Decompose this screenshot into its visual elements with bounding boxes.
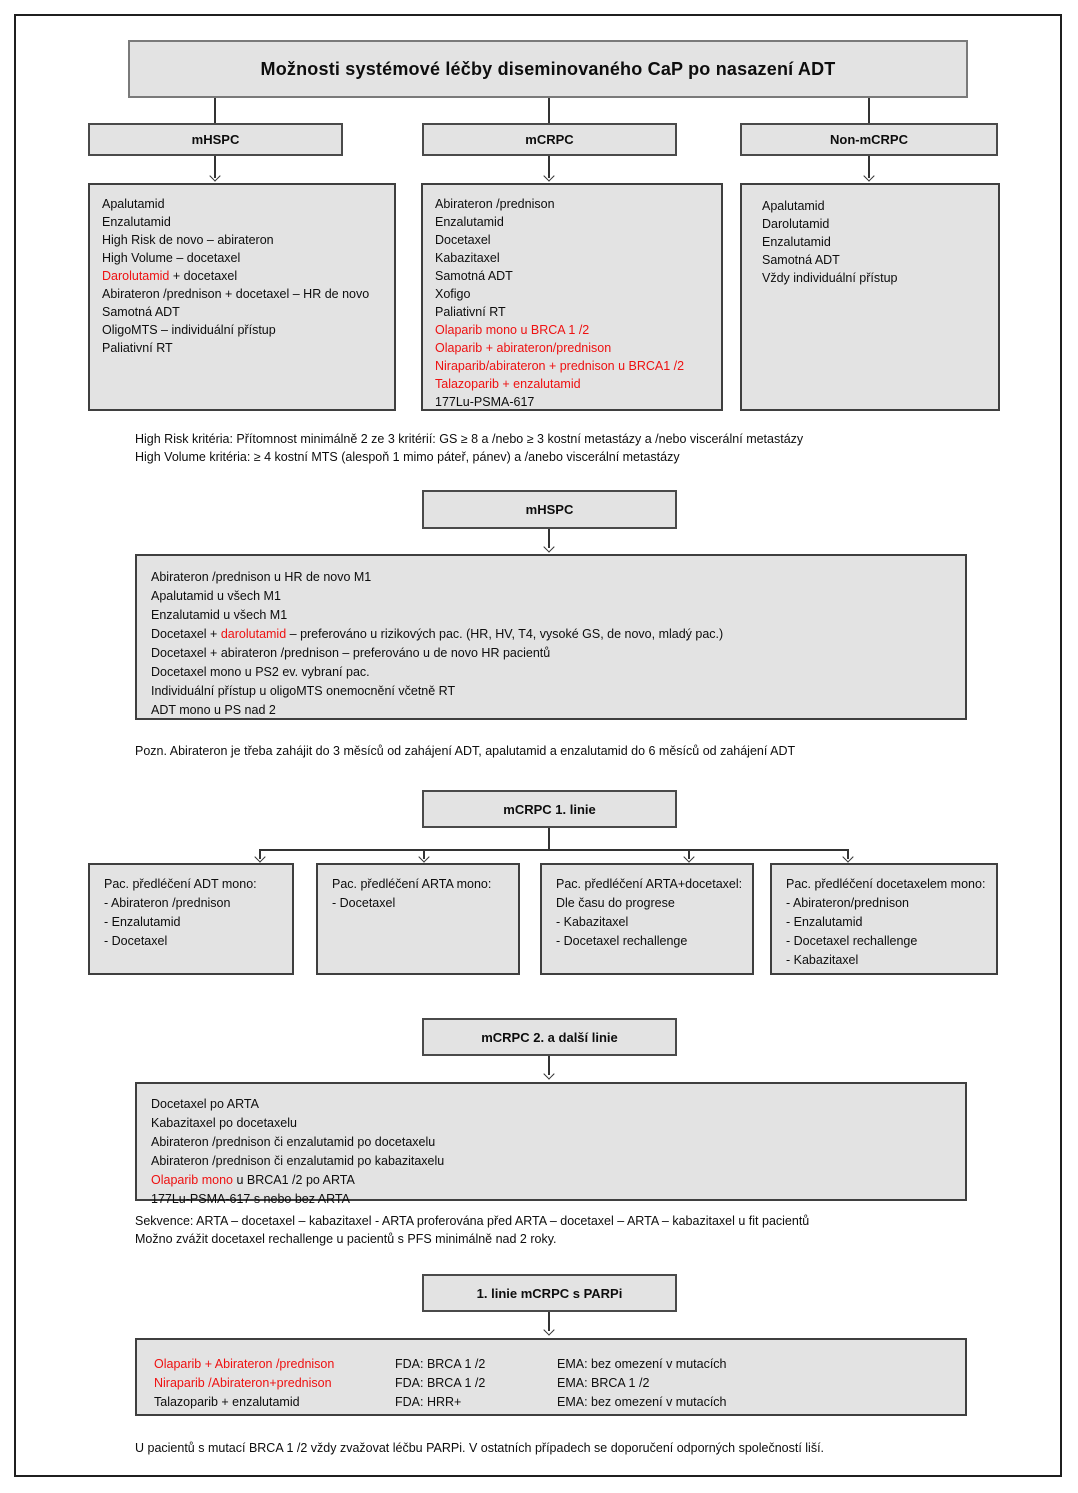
text-line — [556, 913, 738, 932]
text-segment: FDA: BRCA 1 /2 — [395, 1376, 486, 1390]
text-line — [395, 1355, 485, 1374]
text-segment: Xofigo — [435, 287, 471, 301]
mcrpc-line2-list — [137, 1084, 965, 1206]
text-segment: Apalutamid — [762, 199, 825, 213]
mhspc-options-box — [88, 183, 396, 411]
text-line — [151, 1133, 951, 1152]
text-line — [557, 1355, 727, 1374]
sekvence-note — [135, 1212, 809, 1248]
text-segment: Paliativní RT — [435, 305, 506, 319]
text-line — [102, 339, 382, 357]
text-line — [556, 894, 738, 913]
text-line — [102, 231, 382, 249]
text-line — [435, 303, 709, 321]
text-line — [151, 625, 951, 644]
text-segment: - Abirateron/prednison — [786, 896, 909, 910]
text-segment: - Kabazitaxel — [786, 953, 859, 967]
text-segment: - Abirateron /prednison — [104, 896, 231, 910]
header-label: Non-mCRPC — [830, 132, 908, 147]
text-segment: Docetaxel + — [151, 627, 221, 641]
text-segment: 177Lu-PSMA-617 — [435, 395, 535, 409]
pretreated-arta-docetaxel-list — [542, 865, 752, 973]
text-segment: EMA: bez omezení v mutacích — [557, 1357, 727, 1371]
highlighted-text: Olaparib mono — [151, 1173, 233, 1187]
text-segment: High Risk de novo – abirateron — [102, 233, 274, 247]
note-line: High Volume kritéria: ≥ 4 kostní MTS (alespoň 1 mimo páteř, pánev) a /anebo viscerální metastázy — [135, 450, 680, 464]
text-segment: - Docetaxel — [104, 934, 168, 948]
header-label: 1. linie mCRPC s PARPi — [476, 1285, 623, 1301]
text-segment: Apalutamid — [102, 197, 165, 211]
text-line — [151, 1171, 951, 1190]
text-segment: Pac. předléčení docetaxelem mono: — [786, 877, 986, 891]
text-segment: Abirateron /prednison u HR de novo M1 — [151, 570, 372, 584]
highlighted-text: darolutamid — [220, 627, 287, 641]
text-segment: Samotná ADT — [762, 253, 840, 267]
text-segment: - Docetaxel — [332, 896, 396, 910]
text-segment: Vždy individuální přístup — [762, 271, 898, 285]
text-line — [104, 932, 278, 951]
mhspc-detail-list — [137, 556, 965, 718]
non-mcrpc-options-list — [742, 185, 998, 409]
header-label: mHSPC — [525, 502, 574, 517]
text-line — [435, 357, 709, 375]
parpi-drug-column — [154, 1355, 334, 1412]
text-segment: Talazoparib + enzalutamid — [154, 1395, 300, 1409]
text-line — [435, 195, 709, 213]
text-segment: - Docetaxel rechallenge — [556, 934, 688, 948]
parpi-fda-column — [395, 1355, 485, 1412]
text-line — [762, 233, 978, 251]
text-segment: OligoMTS – individuální přístup — [102, 323, 276, 337]
text-segment: EMA: BRCA 1 /2 — [557, 1376, 650, 1390]
parpi-box — [135, 1338, 967, 1416]
text-line — [762, 197, 978, 215]
text-segment: EMA: bez omezení v mutacích — [557, 1395, 727, 1409]
text-segment: ADT mono u PS nad 2 — [151, 703, 276, 717]
pretreated-arta-list — [318, 865, 518, 973]
pretreated-arta-docetaxel-box — [540, 863, 754, 975]
text-line — [104, 894, 278, 913]
text-segment: Docetaxel mono u PS2 ev. vybraní pac. — [151, 665, 370, 679]
header-label: mCRPC 2. a další linie — [481, 1029, 618, 1045]
header-label: mCRPC — [525, 132, 574, 147]
pretreated-docetaxel-list — [772, 865, 996, 973]
text-line — [435, 339, 709, 357]
header-label: mHSPC — [191, 132, 240, 147]
text-segment: High Volume – docetaxel — [102, 251, 241, 265]
text-line — [102, 213, 382, 231]
mcrpc-line2-box — [135, 1082, 967, 1206]
header-mcrpc-line1 — [422, 790, 677, 828]
header-mcrpc-line2 — [422, 1018, 677, 1056]
text-line — [151, 701, 951, 720]
highlighted-text: Olaparib mono u BRCA 1 /2 — [435, 323, 590, 337]
parpi-ema-column — [557, 1355, 727, 1412]
text-line — [102, 195, 382, 213]
text-line — [151, 682, 951, 701]
text-line — [102, 303, 382, 321]
text-segment: Docetaxel + abirateron /prednison – preferováno u de novo HR pacientů — [151, 646, 551, 660]
header-label: mCRPC 1. linie — [503, 801, 596, 817]
mcrpc-options-list — [423, 185, 721, 409]
text-segment: Enzalutamid — [102, 215, 171, 229]
text-segment: FDA: BRCA 1 /2 — [395, 1357, 486, 1371]
header-parpi — [422, 1274, 677, 1312]
text-segment: Kabazitaxel — [435, 251, 500, 265]
highlighted-text: Darolutamid — [102, 269, 170, 283]
text-segment: Enzalutamid — [435, 215, 504, 229]
text-line — [151, 1114, 951, 1133]
text-line — [151, 644, 951, 663]
connector-line — [548, 828, 550, 849]
text-segment: Abirateron /prednison + docetaxel – HR de novo — [102, 287, 370, 301]
text-line — [151, 1095, 951, 1114]
text-segment: Abirateron /prednison — [435, 197, 555, 211]
pozn-note — [135, 742, 795, 760]
text-segment: Apalutamid u všech M1 — [151, 589, 281, 603]
text-segment: Abirateron /prednison či enzalutamid po kabazitaxelu — [151, 1154, 445, 1168]
connector-line — [214, 98, 216, 123]
text-segment: + docetaxel — [169, 269, 238, 283]
text-line — [556, 875, 743, 894]
pretreated-adt-list — [90, 865, 292, 973]
connector-line — [259, 849, 849, 851]
text-segment: - Enzalutamid — [786, 915, 863, 929]
header-mhspc — [88, 123, 343, 156]
text-line — [435, 321, 709, 339]
title-box — [128, 40, 968, 98]
text-line — [151, 1190, 951, 1209]
text-line — [102, 249, 382, 267]
pretreated-docetaxel-box — [770, 863, 998, 975]
non-mcrpc-options-box — [740, 183, 1000, 411]
text-line — [435, 267, 709, 285]
text-line — [102, 321, 382, 339]
text-line — [786, 894, 982, 913]
text-line — [435, 249, 709, 267]
text-line — [435, 393, 709, 411]
text-segment: Darolutamid — [762, 217, 830, 231]
highlighted-text: Olaparib + Abirateron /prednison — [154, 1357, 335, 1371]
text-line — [557, 1374, 727, 1393]
text-line — [154, 1374, 334, 1393]
text-segment: Enzalutamid — [762, 235, 831, 249]
text-line — [102, 285, 382, 303]
pretreated-adt-box — [88, 863, 294, 975]
text-line — [786, 932, 982, 951]
text-line — [102, 267, 382, 285]
text-segment: Docetaxel — [435, 233, 491, 247]
criteria-note — [135, 430, 803, 466]
note-line: Sekvence: ARTA – docetaxel – kabazitaxel - ARTA proferována před ARTA – docetaxel – ARTA – kabazitaxel u fit pacientů — [135, 1214, 810, 1228]
header-mhspc-section — [422, 490, 677, 529]
text-line — [151, 568, 951, 587]
text-line — [154, 1393, 334, 1412]
text-segment: Individuální přístup u oligoMTS onemocnění včetně RT — [151, 684, 456, 698]
text-segment: Pac. předléčení ADT mono: — [104, 877, 257, 891]
text-segment: Docetaxel po ARTA — [151, 1097, 259, 1111]
text-segment: Pac. předléčení ARTA mono: — [332, 877, 492, 891]
mcrpc-options-box — [421, 183, 723, 411]
text-line — [762, 251, 978, 269]
page-title: Možnosti systémové léčby diseminovaného CaP po nasazení ADT — [260, 58, 836, 79]
text-line — [786, 875, 986, 894]
mhspc-detail-box — [135, 554, 967, 720]
text-line — [435, 285, 709, 303]
text-line — [104, 875, 278, 894]
text-line — [786, 913, 982, 932]
text-segment: 177Lu-PSMA-617 s nebo bez ARTA — [151, 1192, 350, 1206]
text-line — [762, 215, 978, 233]
final-note — [135, 1439, 824, 1457]
header-non-mcrpc — [740, 123, 998, 156]
text-segment: - Docetaxel rechallenge — [786, 934, 918, 948]
connector-line — [548, 98, 550, 123]
text-line — [395, 1393, 485, 1412]
text-segment: - Enzalutamid — [104, 915, 181, 929]
text-line — [395, 1374, 485, 1393]
text-segment: Paliativní RT — [102, 341, 173, 355]
text-line — [151, 587, 951, 606]
text-line — [151, 606, 951, 625]
highlighted-text: Olaparib + abirateron/prednison — [435, 341, 612, 355]
text-line — [435, 213, 709, 231]
text-segment: - Kabazitaxel — [556, 915, 629, 929]
text-line — [104, 913, 278, 932]
mhspc-options-list — [90, 185, 394, 409]
text-line — [151, 1152, 951, 1171]
highlighted-text: Niraparib/abirateron + prednison u BRCA1 /2 — [435, 359, 685, 373]
text-line — [435, 231, 709, 249]
text-segment: Enzalutamid u všech M1 — [151, 608, 288, 622]
text-segment: Samotná ADT — [102, 305, 180, 319]
text-segment: FDA: HRR+ — [395, 1395, 462, 1409]
text-line — [786, 951, 982, 970]
text-line — [332, 875, 504, 894]
connector-line — [868, 98, 870, 123]
text-segment: – preferováno u rizikových pac. (HR, HV, T4, vysoké GS, de novo, mladý pac.) — [286, 627, 724, 641]
pretreated-arta-box — [316, 863, 520, 975]
text-line — [151, 663, 951, 682]
header-mcrpc — [422, 123, 677, 156]
note-line: U pacientů s mutací BRCA 1 /2 vždy zvažovat léčbu PARPi. V ostatních případech se doporučení odporných společností liší. — [135, 1441, 825, 1455]
text-line — [557, 1393, 727, 1412]
text-segment: Samotná ADT — [435, 269, 513, 283]
text-segment: Pac. předléčení ARTA+docetaxel: — [556, 877, 743, 891]
note-line: Pozn. Abirateron je třeba zahájit do 3 měsíců od zahájení ADT, apalutamid a enzalutamid do 6 měsíců od zahájení ADT — [135, 744, 796, 758]
highlighted-text: Talazoparib + enzalutamid — [435, 377, 581, 391]
highlighted-text: Niraparib /Abirateron+prednison — [154, 1376, 332, 1390]
note-line: High Risk kritéria: Přítomnost minimálně 2 ze 3 kritérií: GS ≥ 8 a /nebo ≥ 3 kostní metastázy a /nebo viscerální metastázy — [135, 432, 804, 446]
note-line: Možno zvážit docetaxel rechallenge u pacientů s PFS minimálně nad 2 roky. — [135, 1232, 557, 1246]
text-segment: Dle času do progrese — [556, 896, 675, 910]
text-line — [556, 932, 738, 951]
text-segment: u BRCA1 /2 po ARTA — [233, 1173, 355, 1187]
text-segment: Abirateron /prednison či enzalutamid po docetaxelu — [151, 1135, 436, 1149]
text-line — [435, 375, 709, 393]
text-line — [332, 894, 504, 913]
text-segment: Kabazitaxel po docetaxelu — [151, 1116, 297, 1130]
text-line — [762, 269, 978, 287]
text-line — [154, 1355, 334, 1374]
